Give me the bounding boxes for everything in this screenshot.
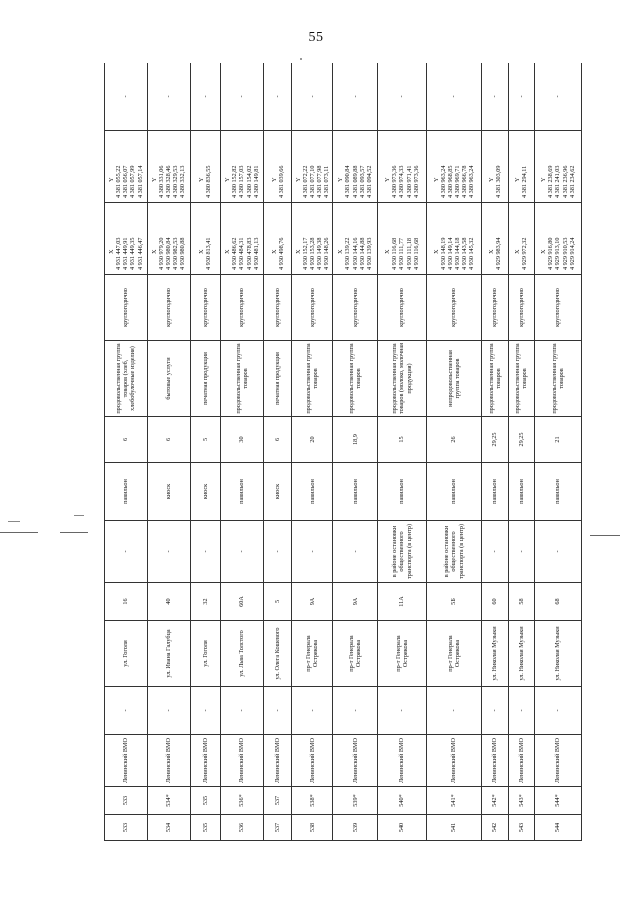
coordinate-value: 4 380 836,55 (205, 165, 213, 198)
coordinate-axis-label: Х (384, 249, 392, 254)
table-row (221, 63, 264, 841)
operating-period-cell: круглогодично (263, 275, 292, 341)
scheme-number-cell: 541* (427, 787, 482, 815)
coordinate-axis-label: Y (540, 177, 548, 182)
note-cell: - (508, 63, 535, 131)
row-number-cell: 538 (292, 815, 333, 841)
street-cell: ул. Олега Кошевого (263, 621, 292, 687)
house-number-cell: 9А (292, 583, 333, 621)
house-number-cell: 9А (333, 583, 378, 621)
coordinates-x-cell (263, 203, 292, 275)
district-cell: Ленинский ВМО (482, 735, 509, 787)
coordinate-axis-label: Х (514, 249, 522, 254)
object-type-cell: павильон (292, 463, 333, 521)
coordinate-value: 4 930 478,83 (245, 237, 253, 270)
area-cell: 26 (427, 417, 482, 463)
row-number-cell: 540 (378, 815, 427, 841)
district-cell: Ленинский ВМО (427, 735, 482, 787)
area-cell: 6 (263, 417, 292, 463)
house-number-cell: 11А (378, 583, 427, 621)
coordinate-axis-label: Х (337, 249, 345, 254)
object-type-cell: павильон (427, 463, 482, 521)
area-cell: 15 (378, 417, 427, 463)
product-group-cell: печатная продукция (263, 341, 292, 417)
landmark-cell: - (105, 521, 148, 583)
house-number-cell: 16 (105, 583, 148, 621)
coordinate-value: 4 930 481,13 (252, 237, 260, 270)
coordinate-value: 4 381 056,07 (122, 165, 130, 198)
coordinate-value: 4 381 294,11 (521, 165, 529, 198)
zone-cell: - (378, 687, 427, 735)
coordinate-value: 4 381 077,10 (308, 165, 316, 198)
table-row (333, 63, 378, 841)
product-group-cell: продовольственная группа товаров (333, 341, 378, 417)
product-group-cell: бытовые услуги (147, 341, 190, 417)
street-cell: ул. Гоголя (190, 621, 221, 687)
coordinate-value: 4 380 329,53 (172, 165, 180, 198)
coordinate-value: 4 381 077,98 (315, 165, 323, 198)
street-cell: ул. Гоголя (105, 621, 148, 687)
coordinate-axis-label: Х (150, 249, 158, 254)
area-cell: 5 (190, 417, 221, 463)
coordinate-value: 4 930 116,68 (412, 237, 420, 270)
operating-period-cell: круглогодично (378, 275, 427, 341)
coordinate-value: 4 381 236,96 (561, 165, 569, 198)
coordinate-value: 4 930 148,19 (439, 237, 447, 270)
note-cell: - (190, 63, 221, 131)
coordinate-value: 4 381 057,99 (129, 165, 137, 198)
coordinate-value: 4 380 149,81 (252, 165, 260, 198)
row-number-cell: 541 (427, 815, 482, 841)
landmark-cell: в районе остановки общественного транспорта (в центр) (427, 521, 482, 583)
coordinate-value: 4 931 447,03 (115, 237, 123, 270)
coordinate-value: 4 929 913,10 (554, 237, 562, 270)
area-cell: 29,25 (508, 417, 535, 463)
district-cell: Ленинский ВМО (105, 735, 148, 787)
note-cell: - (333, 63, 378, 131)
coordinate-value: 4 380 157,03 (238, 165, 246, 198)
coordinate-value: 4 930 149,38 (315, 237, 323, 270)
district-cell: Ленинский ВМО (535, 735, 582, 787)
coordinate-value: 4 380 154,02 (245, 165, 253, 198)
landmark-cell: - (292, 521, 333, 583)
scheme-number-cell: 534* (147, 787, 190, 815)
coordinate-axis-label: Y (337, 177, 345, 182)
district-cell: Ленинский ВМО (508, 735, 535, 787)
coordinate-value: 4 929 983,94 (494, 237, 502, 270)
operating-period-cell: круглогодично (508, 275, 535, 341)
landmark-cell: в районе остановки общественного транспорта (в центр) (378, 521, 427, 583)
row-number-cell: 544 (535, 815, 582, 841)
street-cell: пр-т Генерала Острякова (333, 621, 378, 687)
scan-artifact-line (60, 532, 88, 533)
zone-cell: - (221, 687, 264, 735)
scheme-number-cell: 538* (292, 787, 333, 815)
retail-objects-table (104, 63, 582, 841)
landmark-cell: - (333, 521, 378, 583)
zone-cell: - (292, 687, 333, 735)
scan-artifact-line (0, 532, 38, 533)
coordinate-value: 4 380 969,71 (454, 165, 462, 198)
coordinates-y-cell (105, 131, 148, 203)
note-cell: - (263, 63, 292, 131)
scheme-number-cell: 539* (333, 787, 378, 815)
product-group-cell: продовольственная группа товаров (молоко, молочная продукция) (378, 341, 427, 417)
row-number-cell: 533 (105, 815, 148, 841)
street-cell: пр-т Генерала Острякова (427, 621, 482, 687)
scan-speck (300, 58, 302, 60)
coordinate-value: 4 930 980,88 (179, 237, 187, 270)
operating-period-cell: круглогодично (147, 275, 190, 341)
zone-cell: - (333, 687, 378, 735)
coordinate-value: 4 931 446,47 (136, 237, 144, 270)
coordinate-value: 4 381 073,11 (323, 165, 331, 198)
area-cell: 30 (221, 417, 264, 463)
coordinate-axis-label: Y (224, 177, 232, 182)
coordinate-value: 4 929 914,24 (568, 237, 576, 270)
coordinates-y-cell (427, 131, 482, 203)
coordinates-x-cell (427, 203, 482, 275)
object-type-cell: павильон (221, 463, 264, 521)
object-type-cell: павильон (482, 463, 509, 521)
coordinate-axis-label: Y (150, 177, 158, 182)
coordinate-value: 4 381 072,22 (301, 165, 309, 198)
coordinate-value: 4 931 449,91 (122, 237, 130, 270)
scheme-number-cell: 543* (508, 787, 535, 815)
house-number-cell: 68 (535, 583, 582, 621)
coordinate-value: 4 930 111,18 (405, 237, 413, 270)
coordinate-axis-label: Y (108, 177, 116, 182)
coordinate-value: 4 381 234,62 (568, 165, 576, 198)
row-number-cell: 536 (221, 815, 264, 841)
note-cell: - (147, 63, 190, 131)
zone-cell: - (427, 687, 482, 735)
house-number-cell: 32 (190, 583, 221, 621)
street-cell: ул. Николая Музыки (508, 621, 535, 687)
district-cell: Ленинский ВМО (292, 735, 333, 787)
coordinate-axis-label: Х (432, 249, 440, 254)
coordinate-value: 4 930 979,20 (158, 237, 165, 270)
scheme-number-cell: 544* (535, 787, 582, 815)
landmark-cell: - (147, 521, 190, 583)
coordinates-x-cell (333, 203, 378, 275)
table-row (105, 63, 148, 841)
coordinate-value: 4 380 974,33 (398, 165, 406, 198)
district-cell: Ленинский ВМО (190, 735, 221, 787)
object-type-cell: павильон (105, 463, 148, 521)
coordinates-y-cell (263, 131, 292, 203)
landmark-cell: - (508, 521, 535, 583)
note-cell: - (292, 63, 333, 131)
coordinate-value: 4 930 152,17 (301, 237, 309, 270)
coordinate-value: 4 930 982,53 (172, 237, 180, 270)
landmark-cell: - (221, 521, 264, 583)
district-cell: Ленинский ВМО (221, 735, 264, 787)
product-group-cell: продовольственная группа товаров (292, 341, 333, 417)
area-cell: 29,25 (482, 417, 509, 463)
coordinates-y-cell (292, 131, 333, 203)
table-row (427, 63, 482, 841)
product-group-cell: непродовольственная группа товаров (427, 341, 482, 417)
house-number-cell: 5 (263, 583, 292, 621)
scheme-number-cell: 537 (263, 787, 292, 815)
table-row (292, 63, 333, 841)
table-row (482, 63, 509, 841)
coordinate-value: 4 381 055,22 (115, 165, 123, 198)
coordinate-value: 4 930 149,14 (446, 237, 454, 270)
operating-period-cell: круглогодично (535, 275, 582, 341)
row-number-cell: 535 (190, 815, 221, 841)
house-number-cell: 60 (482, 583, 509, 621)
zone-cell: - (263, 687, 292, 735)
product-group-cell: продовольственная группа товаров (221, 341, 264, 417)
coordinates-x-cell (292, 203, 333, 275)
rotated-table-frame (104, 63, 582, 841)
coordinate-value: 4 930 486,62 (231, 237, 239, 270)
row-number-cell: 537 (263, 815, 292, 841)
landmark-cell: - (482, 521, 509, 583)
coordinate-axis-label: Х (108, 249, 116, 254)
coordinate-axis-label: Х (224, 249, 232, 254)
scan-artifact-line (74, 515, 84, 516)
coordinate-value: 4 380 332,13 (179, 165, 187, 198)
note-cell: - (427, 63, 482, 131)
coordinate-value: 4 381 094,52 (365, 165, 373, 198)
coordinates-y-cell (147, 131, 190, 203)
area-cell: 6 (105, 417, 148, 463)
operating-period-cell: круглогодично (221, 275, 264, 341)
coordinates-x-cell (508, 203, 535, 275)
product-group-cell: продовольственная группа товаров (535, 341, 582, 417)
scheme-number-cell: 535 (190, 787, 221, 815)
coordinate-value: 4 381 089,88 (351, 165, 359, 198)
coordinate-value: 4 381 241,03 (554, 165, 562, 198)
street-cell: пр-т Генерала Острякова (378, 621, 427, 687)
coordinate-value: 4 929 972,32 (521, 237, 529, 270)
house-number-cell: 5Б (427, 583, 482, 621)
coordinates-y-cell (482, 131, 509, 203)
street-cell: пр-т Генерала Острякова (292, 621, 333, 687)
table-row (147, 63, 190, 841)
coordinates-y-cell (333, 131, 378, 203)
coordinate-value: 4 930 153,28 (308, 237, 316, 270)
area-cell: 6 (147, 417, 190, 463)
zone-cell: - (147, 687, 190, 735)
coordinate-value: 4 930 148,26 (323, 237, 331, 270)
zone-cell: - (508, 687, 535, 735)
coordinates-y-cell (378, 131, 427, 203)
operating-period-cell: круглогодично (427, 275, 482, 341)
coordinate-value: 4 381 039,66 (277, 165, 285, 198)
coordinates-y-cell (190, 131, 221, 203)
object-type-cell: павильон (378, 463, 427, 521)
object-type-cell: киоск (190, 463, 221, 521)
coordinate-value: 4 930 484,31 (238, 237, 246, 270)
coordinate-value: 4 930 145,32 (468, 237, 476, 270)
product-group-cell: продовольственная группа товаров (хлеб, хлебобулочные изделия) (105, 341, 148, 417)
coordinates-x-cell (190, 203, 221, 275)
district-cell: Ленинский ВМО (147, 735, 190, 787)
page-number: 55 (308, 30, 324, 45)
scheme-number-cell: 536* (221, 787, 264, 815)
coordinate-axis-label: Y (487, 177, 495, 182)
coordinate-axis-label: Y (384, 177, 392, 182)
landmark-cell: - (190, 521, 221, 583)
coordinates-x-cell (105, 203, 148, 275)
coordinate-axis-label: Y (432, 177, 440, 182)
note-cell: - (105, 63, 148, 131)
coordinate-value: 4 930 111,77 (398, 237, 406, 270)
street-cell: ул. Льва Толстого (221, 621, 264, 687)
coordinates-y-cell (535, 131, 582, 203)
scheme-number-cell: 540* (378, 787, 427, 815)
product-group-cell: печатная продукция (190, 341, 221, 417)
coordinate-value: 4 930 139,22 (344, 237, 352, 270)
operating-period-cell: круглогодично (482, 275, 509, 341)
district-cell: Ленинский ВМО (378, 735, 427, 787)
row-number-cell: 543 (508, 815, 535, 841)
coordinates-x-cell (482, 203, 509, 275)
coordinates-x-cell (378, 203, 427, 275)
table-row (535, 63, 582, 841)
landmark-cell: - (263, 521, 292, 583)
coordinate-value: 4 380 331,06 (158, 165, 165, 198)
operating-period-cell: круглогодично (333, 275, 378, 341)
operating-period-cell: круглогодично (190, 275, 221, 341)
table-row (190, 63, 221, 841)
coordinate-value: 4 380 963,24 (439, 165, 447, 198)
note-cell: - (378, 63, 427, 131)
coordinate-value: 4 930 144,18 (454, 237, 462, 270)
coordinates-x-cell (221, 203, 264, 275)
coordinate-value: 4 930 813,41 (205, 237, 213, 270)
street-cell: ул. Ивана Галубца (147, 621, 190, 687)
scan-artifact-line (8, 521, 20, 522)
house-number-cell: 58 (508, 583, 535, 621)
coordinates-x-cell (147, 203, 190, 275)
rotated-table-container (104, 63, 582, 841)
coordinate-value: 4 930 144,88 (358, 237, 366, 270)
coordinate-value: 4 931 449,35 (129, 237, 137, 270)
coordinate-value: 4 930 116,68 (391, 237, 399, 270)
row-number-cell: 534 (147, 815, 190, 841)
object-type-cell: киоск (263, 463, 292, 521)
coordinate-value: 4 381 238,69 (547, 165, 555, 198)
zone-cell: - (535, 687, 582, 735)
object-type-cell: павильон (535, 463, 582, 521)
product-group-cell: продовольственная группа товаров (508, 341, 535, 417)
coordinate-value: 4 380 963,24 (468, 165, 476, 198)
area-cell: 21 (535, 417, 582, 463)
coordinate-value: 4 381 057,14 (136, 165, 144, 198)
coordinate-value: 4 380 328,46 (165, 165, 173, 198)
coordinate-value: 4 380 152,82 (231, 165, 239, 198)
coordinate-axis-label: Х (270, 249, 278, 254)
coordinate-value: 4 380 973,36 (412, 165, 420, 198)
coordinate-axis-label: Y (270, 177, 278, 182)
coordinate-axis-label: Y (514, 177, 522, 182)
coordinate-value: 4 930 498,76 (277, 237, 285, 270)
object-type-cell: павильон (508, 463, 535, 521)
coordinate-axis-label: Х (540, 249, 548, 254)
table-row (378, 63, 427, 841)
coordinate-value: 4 381 303,09 (494, 165, 502, 198)
coordinate-value: 4 380 968,85 (446, 165, 454, 198)
coordinate-axis-label: Х (294, 249, 302, 254)
note-cell: - (535, 63, 582, 131)
zone-cell: - (482, 687, 509, 735)
coordinate-value: 4 930 980,84 (165, 237, 173, 270)
zone-cell: - (105, 687, 148, 735)
coordinates-y-cell (221, 131, 264, 203)
note-cell: - (221, 63, 264, 131)
coordinate-value: 4 930 144,16 (351, 237, 359, 270)
coordinate-value: 4 930 139,93 (365, 237, 373, 270)
coordinate-value: 4 380 966,78 (461, 165, 469, 198)
area-cell: 20 (292, 417, 333, 463)
row-number-cell: 542 (482, 815, 509, 841)
object-type-cell: павильон (333, 463, 378, 521)
district-cell: Ленинский ВМО (333, 735, 378, 787)
district-cell: Ленинский ВМО (263, 735, 292, 787)
note-cell: - (482, 63, 509, 131)
coordinate-value: 4 381 093,57 (358, 165, 366, 198)
object-type-cell: киоск (147, 463, 190, 521)
house-number-cell: 40 (147, 583, 190, 621)
row-number-cell: 539 (333, 815, 378, 841)
coordinate-axis-label: Y (294, 177, 302, 182)
coordinate-value: 4 380 973,36 (391, 165, 399, 198)
coordinate-axis-label: Х (487, 249, 495, 254)
coordinate-axis-label: Y (198, 177, 206, 182)
scheme-number-cell: 542* (482, 787, 509, 815)
table-row (508, 63, 535, 841)
coordinate-value: 4 929 916,80 (547, 237, 555, 270)
coordinate-value: 4 381 090,84 (344, 165, 352, 198)
table-row (263, 63, 292, 841)
coordinates-x-cell (535, 203, 582, 275)
coordinate-value: 4 380 971,41 (405, 165, 413, 198)
zone-cell: - (190, 687, 221, 735)
coordinate-value: 4 929 910,53 (561, 237, 569, 270)
operating-period-cell: круглогодично (292, 275, 333, 341)
coordinate-value: 4 930 143,58 (461, 237, 469, 270)
product-group-cell: продовольственная группа товаров (482, 341, 509, 417)
street-cell: ул. Николая Музыки (482, 621, 509, 687)
operating-period-cell: круглогодично (105, 275, 148, 341)
coordinate-axis-label: Х (198, 249, 206, 254)
landmark-cell: - (535, 521, 582, 583)
area-cell: 18,9 (333, 417, 378, 463)
scheme-number-cell: 533 (105, 787, 148, 815)
house-number-cell: 60А (221, 583, 264, 621)
scan-artifact-line (590, 535, 620, 536)
coordinates-y-cell (508, 131, 535, 203)
street-cell: ул. Николая Музыки (535, 621, 582, 687)
